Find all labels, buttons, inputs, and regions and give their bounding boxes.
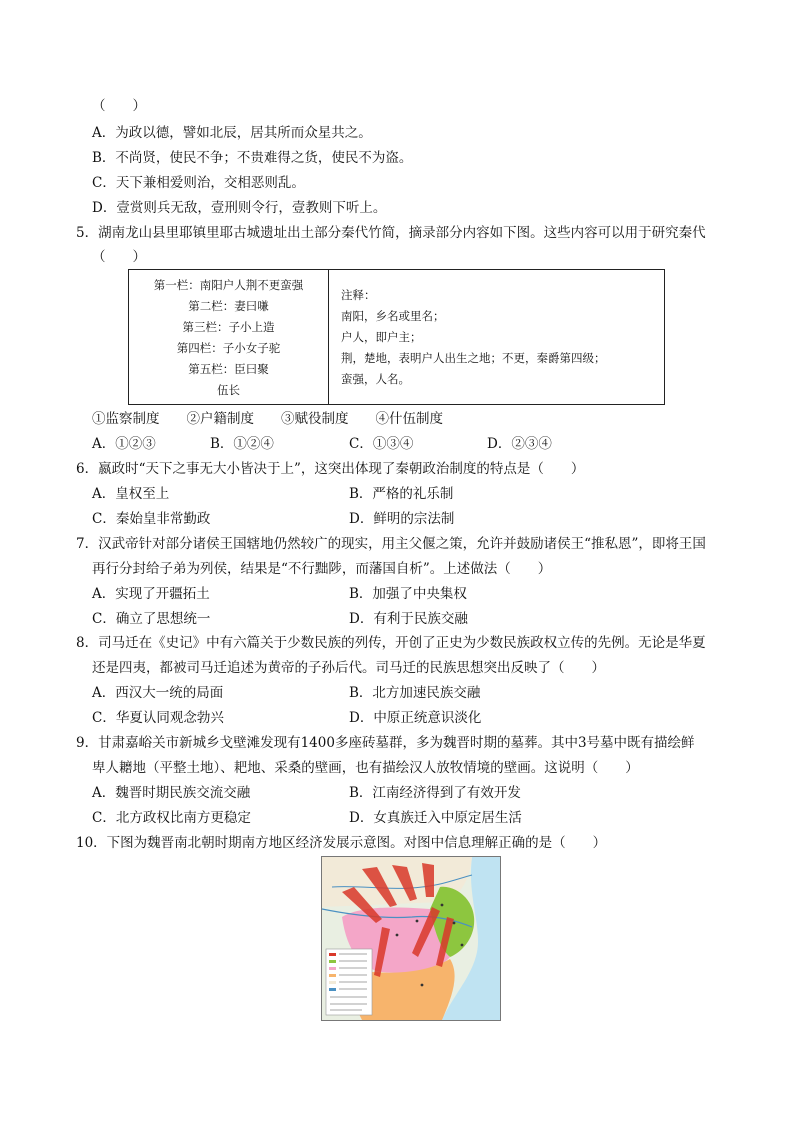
q5-items: ①监察制度 ②户籍制度 ③赋役制度 ④什伍制度 [92, 411, 443, 427]
slip-line-1: 第一栏：南阳户人荆不更蛮强 [153, 277, 304, 292]
note-line-2: 南阳，乡名或里名； [341, 308, 445, 323]
q6-option-a[interactable]: A．皇权至上 [92, 486, 170, 502]
q4-option-a[interactable]: A．为政以德，譬如北辰，居其所而众星共之。 [92, 125, 372, 141]
q8-option-a[interactable]: A．西汉大一统的局面 [92, 685, 224, 701]
q5-stem: 5．湖南龙山县里耶镇里耶古城遗址出土部分秦代竹简，摘录部分内容如下图。这些内容可以用于研究秦代 [76, 225, 706, 241]
note-line-4: 荆，楚地，表明户人出生之地；不更，秦爵第四级； [341, 350, 606, 365]
q7-stem-line1: 7．汉武帝针对部分诸侯王国辖地仍然较广的现实，用主父偃之策，允许并鼓励诸侯王“推私恩”，即将王国 [76, 536, 706, 552]
q4-paren: （ ） [92, 98, 146, 114]
slip-columns [129, 270, 329, 405]
southern-economy-map [321, 856, 501, 1021]
note-line-1: 注释： [341, 287, 376, 302]
q8-option-d[interactable]: D．中原正统意识淡化 [349, 710, 482, 726]
q9-option-d[interactable]: D．女真族迁入中原定居生活 [349, 810, 522, 826]
q6-option-c[interactable]: C．秦始皇非常勤政 [92, 511, 211, 527]
q7-option-d[interactable]: D．有利于民族交融 [349, 611, 468, 627]
q5-paren: （ ） [92, 249, 146, 265]
q9-stem-line2: 卑人耱地（平整土地）、耙地、采桑的壁画，也有描绘汉人放牧情境的壁画。这说明（ ） [92, 760, 639, 776]
q8-option-c[interactable]: C．华夏认同观念勃兴 [92, 710, 224, 726]
q7-option-a[interactable]: A．实现了开疆拓土 [92, 586, 210, 602]
slip-line-5: 第五栏：臣曰聚 [188, 361, 269, 376]
note-line-3: 户人，即户主； [341, 329, 422, 344]
q5-option-c[interactable]: C．①③④ [349, 436, 414, 452]
q5-option-a[interactable]: A．①②③ [92, 436, 156, 452]
q5-option-d[interactable]: D．②③④ [487, 436, 552, 452]
q4-option-c[interactable]: C．天下兼相爱则治，交相恶则乱。 [92, 175, 305, 191]
q9-option-c[interactable]: C．北方政权比南方更稳定 [92, 810, 251, 826]
q7-stem-line2: 再行分封给子弟为列侯，结果是“不行黜陟，而藩国自析”。上述做法（ ） [92, 561, 552, 577]
q8-option-b[interactable]: B．北方加速民族交融 [349, 685, 481, 701]
q6-option-d[interactable]: D．鲜明的宗法制 [349, 511, 455, 527]
q9-option-a[interactable]: A．魏晋时期民族交流交融 [92, 785, 251, 801]
q8-stem-line2: 还是四夷，都被司马迁追述为黄帝的子孙后代。司马迁的民族思想突出反映了（ ） [92, 660, 605, 676]
slip-line-6: 伍长 [217, 382, 240, 397]
q9-stem-line1: 9．甘肃嘉峪关市新城乡戈壁滩发现有1400多座砖墓群，多为魏晋时期的墓葬。其中3号墓中既有描绘鲜 [76, 735, 695, 751]
q10-stem: 10．下图为魏晋南北朝时期南方地区经济发展示意图。对图中信息理解正确的是（ ） [76, 835, 607, 851]
q9-option-b[interactable]: B．江南经济得到了有效开发 [349, 785, 521, 801]
slip-line-2: 第二栏：妻曰嗛 [188, 298, 269, 313]
q5-option-b[interactable]: B．①②④ [210, 436, 274, 452]
map-graphic [322, 857, 500, 1020]
bamboo-slip-table [128, 269, 665, 405]
q4-option-b[interactable]: B．不尚贤，使民不争；不贵难得之货，使民不为盗。 [92, 150, 413, 166]
slip-notes [329, 270, 665, 405]
slip-line-4: 第四栏：子小女子驼 [176, 340, 281, 355]
q6-option-b[interactable]: B．严格的礼乐制 [349, 486, 454, 502]
q7-option-b[interactable]: B．加强了中央集权 [349, 586, 467, 602]
note-line-5: 蛮强，人名。 [341, 371, 410, 386]
q8-stem-line1: 8．司马迁在《史记》中有六篇关于少数民族的列传，开创了正史为少数民族政权立传的先例。无论是华夏 [76, 635, 706, 651]
q6-stem: 6．嬴政时“天下之事无大小皆决于上”，这突出体现了秦朝政治制度的特点是（ ） [76, 461, 585, 477]
q4-option-d[interactable]: D．壹赏则兵无敌，壹刑则令行，壹教则下听上。 [92, 200, 387, 216]
q7-option-c[interactable]: C．确立了思想统一 [92, 611, 211, 627]
slip-line-3: 第三栏：子小上造 [182, 319, 275, 334]
